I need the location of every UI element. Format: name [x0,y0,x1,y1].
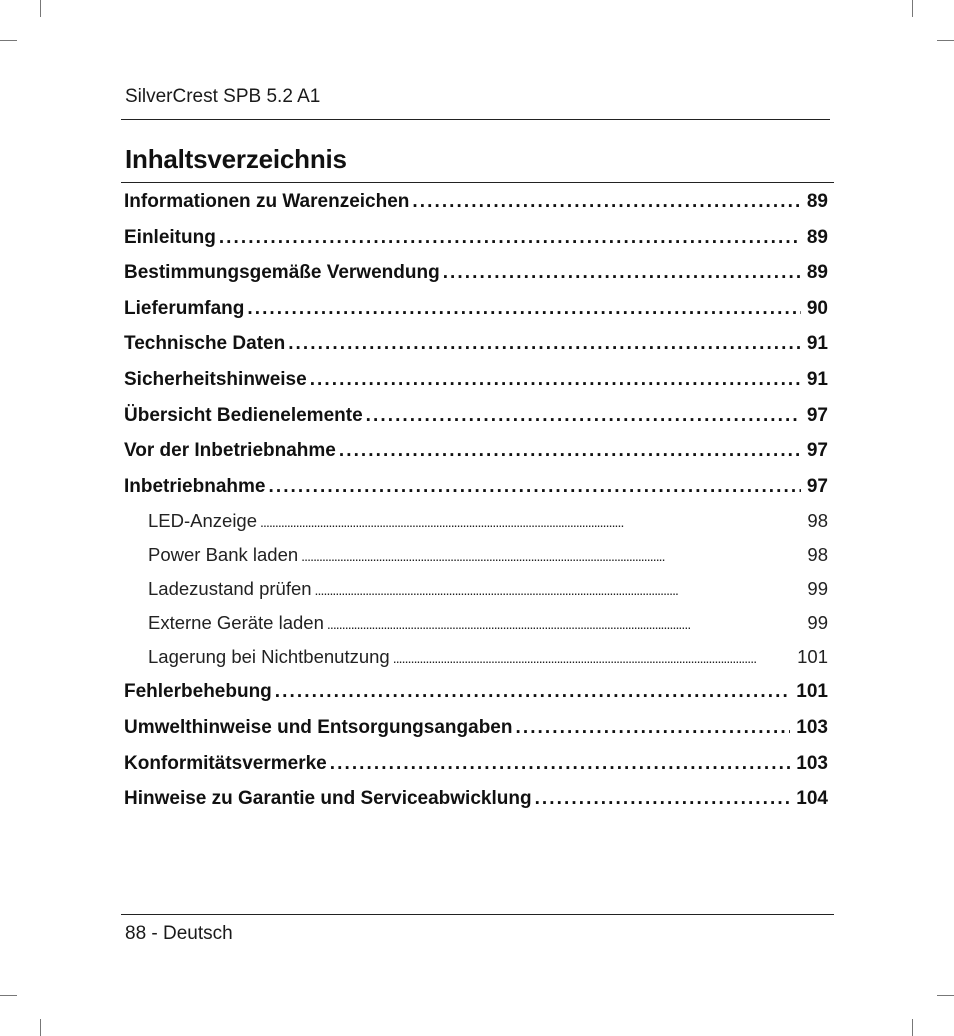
toc-entry-label: Umwelthinweise und Entsorgungsangaben [124,716,513,738]
toc-entry-sicherheitshinweise[interactable] [124,362,828,398]
crop-mark [0,995,17,996]
toc-subentry-lagerung-bei-nichtbenutzung[interactable] [124,640,828,674]
toc-entry-page: 97 [806,440,828,462]
toc-entry-informationen-zu-warenzeichen[interactable] [124,184,828,220]
table-of-contents [124,184,828,817]
crop-mark [40,0,41,17]
toc-entry-page: 101 [797,646,828,668]
dot-leader [532,781,791,817]
toc-entry-label: Einleitung [124,226,216,248]
toc-entry-label: LED-Anzeige [148,510,258,532]
toc-entry-page: 97 [806,475,828,497]
dot-leader [257,504,801,538]
toc-entry-page: 98 [807,510,828,532]
crop-mark [912,0,913,17]
toc-entry-page: 103 [796,752,828,774]
crop-mark [40,1019,41,1036]
toc-entry-inbetriebnahme[interactable] [124,469,828,505]
toc-entry-einleitung[interactable] [124,220,828,256]
toc-subentry-led-anzeige[interactable] [124,504,828,538]
toc-entry-page: 89 [806,262,828,284]
dot-leader [440,255,801,291]
toc-entry-page: 101 [796,681,828,703]
dot-leader [307,362,801,398]
crop-mark [937,40,954,41]
toc-entry-page: 104 [796,788,828,810]
dot-leader [216,220,801,256]
toc-entry-page: 91 [806,333,828,355]
toc-entry-page: 103 [796,716,828,738]
dot-leader [363,398,801,434]
toc-entry-label: Vor der Inbetriebnahme [124,440,336,462]
header-rule [121,119,830,120]
dot-leader [336,433,801,469]
toc-entry-page: 97 [806,404,828,426]
toc-subentry-power-bank-laden[interactable] [124,538,828,572]
toc-entry-label: Inbetriebnahme [124,475,266,497]
page-title: Inhaltsverzeichnis [125,144,347,174]
heading-rule [121,182,834,183]
toc-entry-hinweise-garantie[interactable] [124,781,828,817]
header-title: SilverCrest SPB 5.2 A1 [125,86,321,107]
toc-entry-page: 89 [806,226,828,248]
toc-entry-label: Bestimmungsgemäße Verwendung [124,262,440,284]
toc-entry-label: Power Bank laden [148,544,299,566]
dot-leader [312,572,802,606]
toc-entry-page: 90 [806,297,828,319]
toc-subentry-ladezustand-pruefen[interactable] [124,572,828,606]
toc-entry-label: Informationen zu Warenzeichen [124,191,410,212]
toc-entry-technische-daten[interactable] [124,326,828,362]
toc-entry-label: Konformitätsvermerke [124,752,327,774]
crop-mark [0,40,17,41]
dot-leader [512,710,790,746]
dot-leader [285,326,801,362]
toc-entry-fehlerbehebung[interactable] [124,674,828,710]
dot-leader [409,184,800,220]
toc-entry-label: Technische Daten [124,333,286,355]
toc-entry-page: 91 [806,368,828,390]
dot-leader [390,640,791,674]
dot-leader [244,291,801,327]
toc-entry-label: Lagerung bei Nichtbenutzung [148,646,390,668]
toc-entry-bestimmungsgemaesse-verwendung[interactable] [124,255,828,291]
toc-subentry-externe-geraete-laden[interactable] [124,606,828,640]
dot-leader [298,538,801,572]
toc-entry-label: Fehlerbehebung [124,681,272,703]
toc-entry-label: Hinweise zu Garantie und Serviceabwicklung [124,788,532,810]
toc-entry-page: 99 [807,612,828,634]
crop-mark [937,995,954,996]
toc-entry-uebersicht-bedienelemente[interactable] [124,398,828,434]
dot-leader [324,606,802,640]
toc-entry-label: Externe Geräte laden [148,612,324,634]
toc-entry-umwelthinweise[interactable] [124,710,828,746]
page-number: 88 - Deutsch [125,923,233,944]
toc-entry-label: Ladezustand prüfen [148,578,312,600]
toc-entry-label: Lieferumfang [124,297,245,319]
toc-entry-page: 99 [807,578,828,600]
dot-leader [327,746,791,782]
toc-entry-page: 98 [807,544,828,566]
toc-entry-lieferumfang[interactable] [124,291,828,327]
dot-leader [272,674,791,710]
toc-entry-page: 89 [806,191,828,212]
footer-rule [121,914,834,915]
toc-entry-label: Übersicht Bedienelemente [124,404,363,426]
toc-entry-konformitaetsvermerke[interactable] [124,746,828,782]
toc-entry-label: Sicherheitshinweise [124,368,307,390]
crop-mark [912,1019,913,1036]
toc-entry-vor-der-inbetriebnahme[interactable] [124,433,828,469]
dot-leader [265,469,800,505]
